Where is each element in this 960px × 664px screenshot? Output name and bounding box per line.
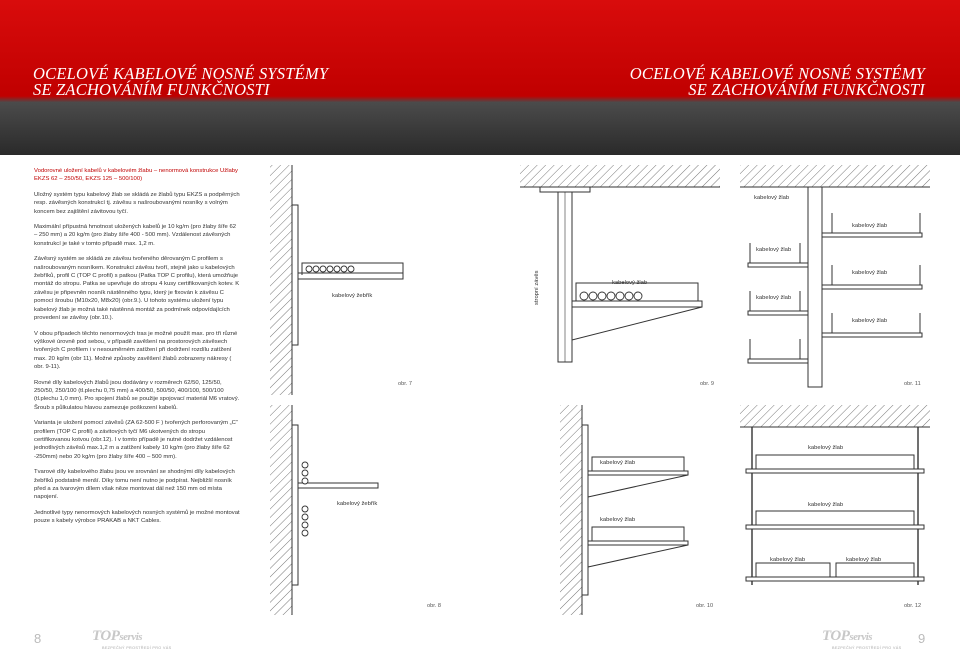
- trough-label: kabelový žlab: [808, 502, 844, 508]
- trough-label: kabelový žlab: [756, 247, 792, 253]
- wall-trough-diagram: [560, 405, 720, 615]
- paragraph: Závěsný systém se skládá ze závěsu tvořeného děrovaným C profilem s našroubovaným nosníkem. Konstrukci závěsu tvoří, stejně jako u kabelových žebříků, profil C (TOP C profil) s patkou (Patka TOP C profilu), která umožňuje montáž do stropu. Patka se upevňuje do stropu 4 kusy certifikovaných kotev. K závěsu je připevněn nosník nástěnného typu, který je fixován k závěsu C pomocí šroubu (M10x20, M8x20) (obr.9.). U tohoto systému uložení typu kabelový žlab je možná také nástěnná montáž za podmínek odpovídajících provedení se závěsy (obr.10.).: [34, 256, 240, 322]
- logo-tagline-left: BEZPEČNÝ PROSTŘEDÍ PRO VÁS: [102, 646, 172, 650]
- figure-caption: obr. 9: [700, 381, 714, 387]
- trough-label: kabelový žlab: [600, 517, 636, 523]
- logo-right: TOPservis: [822, 628, 873, 644]
- ceiling-ladder-diagram: [255, 405, 445, 615]
- trough-label: kabelový žlab: [808, 445, 844, 451]
- trough-label: kabelový žlab: [852, 223, 888, 229]
- figure-caption: obr. 8: [427, 603, 441, 609]
- wall-bracket-diagram: [255, 165, 417, 395]
- paragraph: Maximální přípustná hmotnost uložených kabelů je 10 kg/m (pro žlaby šíře 62 – 250 mm) a 20 kg/m (pro žlaby šíře 400 - 500 mm). Vzdálenost závěsných konstrukcí je také v tomto případě max. 1,2 m.: [34, 224, 237, 247]
- page-title-left: OCELOVÉ KABELOVÉ NOSNÉ SYSTÉMY SE ZACHOVÁNÍM FUNKČNOSTI: [33, 64, 329, 99]
- figure-8: [255, 405, 445, 615]
- trough-label: kabelový žlab: [756, 295, 792, 301]
- page-number-right: 9: [918, 631, 926, 646]
- trough-label: kabelový žlab: [770, 557, 806, 563]
- figure-9: [520, 165, 720, 395]
- threaded-rod-diagram: [740, 405, 930, 615]
- paragraph: Tvarové díly kabelového žlabu jsou ve srovnání se shodnými díly kabelových žebříků podstatně menší. Díky tomu není nutno je podpírat. Nejbližší nosník před a za tvarovým dílem však něze montovat dál než 150 mm od místa napojení.: [34, 469, 235, 501]
- paragraph: Rovné díly kabelových žlabů jsou dodávány v rozměrech 62/50, 125/50, 250/50, 250/100 (tl.plechu 0,75 mm) a 400/50, 500/50, 400/100, 500/100 (tl.plechu 1,0 mm). Pro spojení žlabů se použije spojovací materiál M6 vratový. Šroub s půlkulatou hlavou zamezuje poškození kabelů.: [34, 379, 240, 411]
- figure-caption: obr. 7: [398, 381, 412, 387]
- trough-label: kabelový žlab: [612, 280, 648, 286]
- logo-tagline-right: BEZPEČNÝ PROSTŘEDÍ PRO VÁS: [832, 646, 902, 650]
- rod-label: stropní závěs: [534, 270, 540, 305]
- body-text: [34, 167, 240, 533]
- paragraph: V obou případech těchto nenormových tras je možné použít max. pro tři různé výškové úrovně pod sebou, v případě zavěšení na prostorových závěsech tvořených C profilem i v nesouměrném zatížení při dodržení rozdílu zatížení max. 20 kg/m (obr 11). Možné způsoby zavěšení žlabů zobrazeny nákresy ( obr. 9-11).: [34, 330, 238, 371]
- ladder-label: kabelový žebřík: [332, 293, 373, 299]
- figure-12: [740, 405, 930, 615]
- figure-11: [740, 165, 930, 395]
- paragraph: Varianta je uložení pomocí závěsů (ZA 62-500 F ) tvořených perforovaným „C“ profilem (TOP C profil) a závitových tyčí M6 ukotvených do stropu certifikovanou kotvou (obr.12). I v tomto případě je nutné dodržet vzdálenost jednotlivých závěsů max.1,2 m a zatížení kabely 10 kg/m (pro žlaby šíře 62 -250mm) nebo 20 kg/m (pro žlaby šíře 400 – 500 mm).: [34, 420, 238, 460]
- figure-caption: obr. 11: [904, 381, 921, 387]
- page-number-left: 8: [34, 631, 42, 646]
- header-banner: [0, 0, 960, 155]
- lead-paragraph: Vodorovné uložení kabelů v kabelovém žlabu – nenormová konstrukce Užlaby EKZS 62 – 250/50, EKZS 125 – 500/100): [34, 168, 239, 183]
- paragraph: Jednotlivé typy nenormových kabelových nosných systémů je možné montovat pouze s kabely výrobce PRAKAB a NKT Cables.: [34, 509, 240, 525]
- trough-label: kabelový žlab: [846, 557, 882, 563]
- figure-7: [255, 165, 417, 395]
- page-title-right: OCELOVÉ KABELOVÉ NOSNÉ SYSTÉMY SE ZACHOVÁNÍM FUNKČNOSTI: [629, 64, 925, 99]
- logo-left: TOPservis: [92, 628, 143, 644]
- ladder-label: kabelový žebřík: [337, 501, 378, 507]
- trough-label: kabelový žlab: [852, 270, 888, 276]
- paragraph: Uložný systém typu kabelový žlab se skládá ze žlabů typu EKZS a podpěrných resp. závěsných konstrukcí tj. závěsu s našroubovanými nosníky s volným koncem bez zajištění závitovou tyčí.: [34, 191, 240, 215]
- figure-10: [560, 405, 720, 615]
- trough-label: kabelový žlab: [600, 460, 636, 466]
- trough-label: kabelový žlab: [754, 195, 790, 201]
- trough-label: kabelový žlab: [852, 318, 888, 324]
- figure-caption: obr. 12: [904, 603, 922, 609]
- figure-caption: obr. 10: [696, 603, 714, 609]
